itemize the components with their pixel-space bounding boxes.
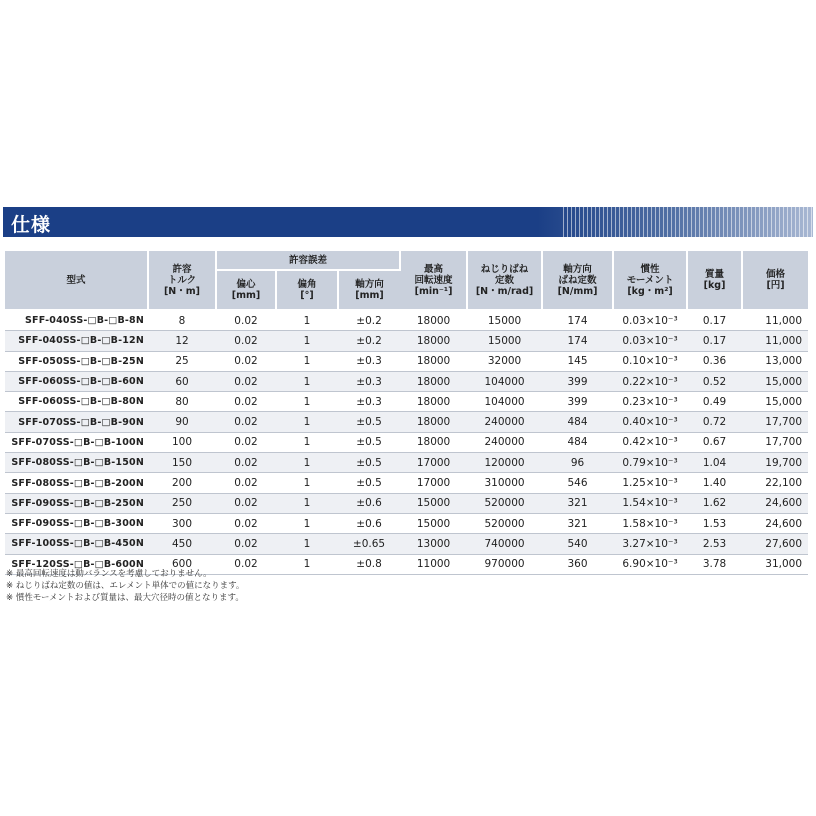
cell-speed: 18000	[400, 331, 467, 351]
cell-spring: 546	[542, 473, 613, 493]
cell-speed: 17000	[400, 453, 467, 473]
header-tolerance-group: 許容誤差	[216, 251, 400, 270]
cell-eccentric: 0.02	[216, 513, 276, 533]
cell-inertia: 1.25×10⁻³	[613, 473, 687, 493]
cell-mass: 1.04	[687, 453, 742, 473]
cell-price: 17,700	[742, 412, 808, 432]
header-axial-spring: 軸方向 ばね定数 [N/mm]	[542, 251, 613, 310]
cell-axial: ±0.2	[338, 310, 400, 331]
header-inertia: 慣性 モーメント [kg・m²]	[613, 251, 687, 310]
cell-axial: ±0.8	[338, 554, 400, 574]
cell-price: 11,000	[742, 310, 808, 331]
cell-mass: 1.40	[687, 473, 742, 493]
cell-speed: 18000	[400, 371, 467, 391]
cell-torsion: 970000	[467, 554, 542, 574]
cell-mass: 0.67	[687, 432, 742, 452]
header-mass: 質量 [kg]	[687, 251, 742, 310]
cell-speed: 11000	[400, 554, 467, 574]
cell-spring: 399	[542, 371, 613, 391]
cell-speed: 18000	[400, 432, 467, 452]
cell-model: SFF-080SS-□B-□B-150N	[5, 453, 148, 473]
cell-mass: 0.49	[687, 392, 742, 412]
section-title: 仕様	[11, 214, 52, 236]
cell-price: 17,700	[742, 432, 808, 452]
cell-torsion: 240000	[467, 432, 542, 452]
cell-angle: 1	[276, 392, 338, 412]
cell-axial: ±0.5	[338, 453, 400, 473]
cell-price: 13,000	[742, 351, 808, 371]
cell-eccentric: 0.02	[216, 473, 276, 493]
cell-eccentric: 0.02	[216, 432, 276, 452]
cell-angle: 1	[276, 371, 338, 391]
cell-torque: 150	[148, 453, 216, 473]
cell-angle: 1	[276, 453, 338, 473]
table-row	[5, 473, 808, 493]
cell-mass: 2.53	[687, 534, 742, 554]
cell-inertia: 0.23×10⁻³	[613, 392, 687, 412]
cell-angle: 1	[276, 412, 338, 432]
table-row	[5, 432, 808, 452]
cell-axial: ±0.3	[338, 351, 400, 371]
cell-spring: 484	[542, 412, 613, 432]
cell-eccentric: 0.02	[216, 392, 276, 412]
cell-torsion: 15000	[467, 310, 542, 331]
cell-torsion: 32000	[467, 351, 542, 371]
cell-axial: ±0.5	[338, 432, 400, 452]
cell-model: SFF-080SS-□B-□B-200N	[5, 473, 148, 493]
table-row	[5, 493, 808, 513]
cell-torque: 250	[148, 493, 216, 513]
cell-axial: ±0.3	[338, 371, 400, 391]
cell-eccentric: 0.02	[216, 493, 276, 513]
cell-inertia: 6.90×10⁻³	[613, 554, 687, 574]
spec-table	[5, 251, 808, 575]
cell-price: 27,600	[742, 534, 808, 554]
cell-torsion: 120000	[467, 453, 542, 473]
cell-model: SFF-090SS-□B-□B-250N	[5, 493, 148, 513]
cell-eccentric: 0.02	[216, 371, 276, 391]
header-axial: 軸方向 [mm]	[338, 270, 400, 310]
cell-angle: 1	[276, 473, 338, 493]
cell-speed: 18000	[400, 412, 467, 432]
cell-mass: 0.17	[687, 331, 742, 351]
cell-mass: 3.78	[687, 554, 742, 574]
cell-model: SFF-040SS-□B-□B-12N	[5, 331, 148, 351]
cell-inertia: 0.03×10⁻³	[613, 310, 687, 331]
cell-angle: 1	[276, 554, 338, 574]
title-bar-stripes	[563, 207, 813, 237]
cell-torque: 60	[148, 371, 216, 391]
cell-torque: 300	[148, 513, 216, 533]
cell-torsion: 310000	[467, 473, 542, 493]
cell-torsion: 520000	[467, 493, 542, 513]
cell-mass: 0.36	[687, 351, 742, 371]
cell-mass: 0.52	[687, 371, 742, 391]
table-row	[5, 331, 808, 351]
cell-speed: 17000	[400, 473, 467, 493]
cell-inertia: 0.10×10⁻³	[613, 351, 687, 371]
cell-eccentric: 0.02	[216, 310, 276, 331]
cell-mass: 0.72	[687, 412, 742, 432]
cell-spring: 321	[542, 513, 613, 533]
cell-spring: 145	[542, 351, 613, 371]
cell-eccentric: 0.02	[216, 534, 276, 554]
cell-axial: ±0.5	[338, 412, 400, 432]
cell-model: SFF-040SS-□B-□B-8N	[5, 310, 148, 331]
cell-angle: 1	[276, 331, 338, 351]
cell-spring: 399	[542, 392, 613, 412]
table-row	[5, 310, 808, 331]
footnote: ※ 慣性モーメントおよび質量は、最大穴径時の値となります。	[6, 593, 244, 603]
table-row	[5, 392, 808, 412]
cell-eccentric: 0.02	[216, 412, 276, 432]
cell-inertia: 1.54×10⁻³	[613, 493, 687, 513]
table-row	[5, 513, 808, 533]
footnotes	[6, 568, 244, 604]
footnote: ※ 最高回転速度は動バランスを考慮しておりません。	[6, 569, 212, 579]
cell-speed: 18000	[400, 392, 467, 412]
cell-torque: 12	[148, 331, 216, 351]
cell-torque: 90	[148, 412, 216, 432]
cell-angle: 1	[276, 534, 338, 554]
cell-spring: 540	[542, 534, 613, 554]
cell-price: 31,000	[742, 554, 808, 574]
cell-model: SFF-120SS-□B-□B-600N	[5, 554, 148, 574]
cell-price: 22,100	[742, 473, 808, 493]
cell-price: 11,000	[742, 331, 808, 351]
cell-speed: 18000	[400, 310, 467, 331]
cell-spring: 96	[542, 453, 613, 473]
header-torsion: ねじりばね 定数 [N・m/rad]	[467, 251, 542, 310]
cell-torque: 25	[148, 351, 216, 371]
cell-spring: 174	[542, 331, 613, 351]
cell-price: 24,600	[742, 493, 808, 513]
cell-angle: 1	[276, 310, 338, 331]
cell-speed: 15000	[400, 493, 467, 513]
cell-eccentric: 0.02	[216, 331, 276, 351]
cell-inertia: 0.03×10⁻³	[613, 331, 687, 351]
cell-axial: ±0.6	[338, 513, 400, 533]
header-model: 型式	[5, 251, 148, 310]
cell-price: 15,000	[742, 392, 808, 412]
header-eccentric: 偏心 [mm]	[216, 270, 276, 310]
header-max-speed: 最高 回転速度 [min⁻¹]	[400, 251, 467, 310]
cell-inertia: 0.22×10⁻³	[613, 371, 687, 391]
cell-mass: 0.17	[687, 310, 742, 331]
cell-angle: 1	[276, 513, 338, 533]
cell-model: SFF-070SS-□B-□B-90N	[5, 412, 148, 432]
cell-price: 19,700	[742, 453, 808, 473]
cell-torque: 450	[148, 534, 216, 554]
cell-axial: ±0.5	[338, 473, 400, 493]
cell-model: SFF-060SS-□B-□B-60N	[5, 371, 148, 391]
cell-axial: ±0.3	[338, 392, 400, 412]
cell-torsion: 740000	[467, 534, 542, 554]
footnote: ※ ねじりばね定数の値は、エレメント単体での値になります。	[6, 581, 245, 591]
header-price: 価格 [円]	[742, 251, 808, 310]
cell-spring: 321	[542, 493, 613, 513]
cell-price: 15,000	[742, 371, 808, 391]
cell-torsion: 104000	[467, 392, 542, 412]
cell-torque: 100	[148, 432, 216, 452]
cell-mass: 1.53	[687, 513, 742, 533]
cell-eccentric: 0.02	[216, 351, 276, 371]
cell-price: 24,600	[742, 513, 808, 533]
cell-torsion: 520000	[467, 513, 542, 533]
cell-model: SFF-050SS-□B-□B-25N	[5, 351, 148, 371]
table-row	[5, 371, 808, 391]
cell-spring: 484	[542, 432, 613, 452]
cell-spring: 360	[542, 554, 613, 574]
header-torque: 許容 トルク [N・m]	[148, 251, 216, 310]
cell-torque: 80	[148, 392, 216, 412]
cell-torsion: 104000	[467, 371, 542, 391]
cell-model: SFF-060SS-□B-□B-80N	[5, 392, 148, 412]
section-title-bar	[3, 207, 813, 237]
cell-inertia: 0.42×10⁻³	[613, 432, 687, 452]
cell-torque: 8	[148, 310, 216, 331]
cell-angle: 1	[276, 432, 338, 452]
cell-angle: 1	[276, 351, 338, 371]
table-row	[5, 453, 808, 473]
cell-inertia: 0.79×10⁻³	[613, 453, 687, 473]
spec-table-body	[5, 310, 808, 574]
cell-model: SFF-090SS-□B-□B-300N	[5, 513, 148, 533]
cell-inertia: 3.27×10⁻³	[613, 534, 687, 554]
cell-torque: 200	[148, 473, 216, 493]
cell-inertia: 1.58×10⁻³	[613, 513, 687, 533]
header-angle: 偏角 [°]	[276, 270, 338, 310]
cell-model: SFF-100SS-□B-□B-450N	[5, 534, 148, 554]
cell-speed: 18000	[400, 351, 467, 371]
table-row	[5, 534, 808, 554]
cell-axial: ±0.6	[338, 493, 400, 513]
cell-eccentric: 0.02	[216, 554, 276, 574]
cell-torsion: 240000	[467, 412, 542, 432]
cell-spring: 174	[542, 310, 613, 331]
cell-eccentric: 0.02	[216, 453, 276, 473]
table-row	[5, 351, 808, 371]
cell-torque: 600	[148, 554, 216, 574]
cell-torsion: 15000	[467, 331, 542, 351]
cell-speed: 15000	[400, 513, 467, 533]
cell-axial: ±0.2	[338, 331, 400, 351]
cell-inertia: 0.40×10⁻³	[613, 412, 687, 432]
cell-model: SFF-070SS-□B-□B-100N	[5, 432, 148, 452]
table-row	[5, 412, 808, 432]
cell-angle: 1	[276, 493, 338, 513]
cell-mass: 1.62	[687, 493, 742, 513]
cell-speed: 13000	[400, 534, 467, 554]
cell-axial: ±0.65	[338, 534, 400, 554]
